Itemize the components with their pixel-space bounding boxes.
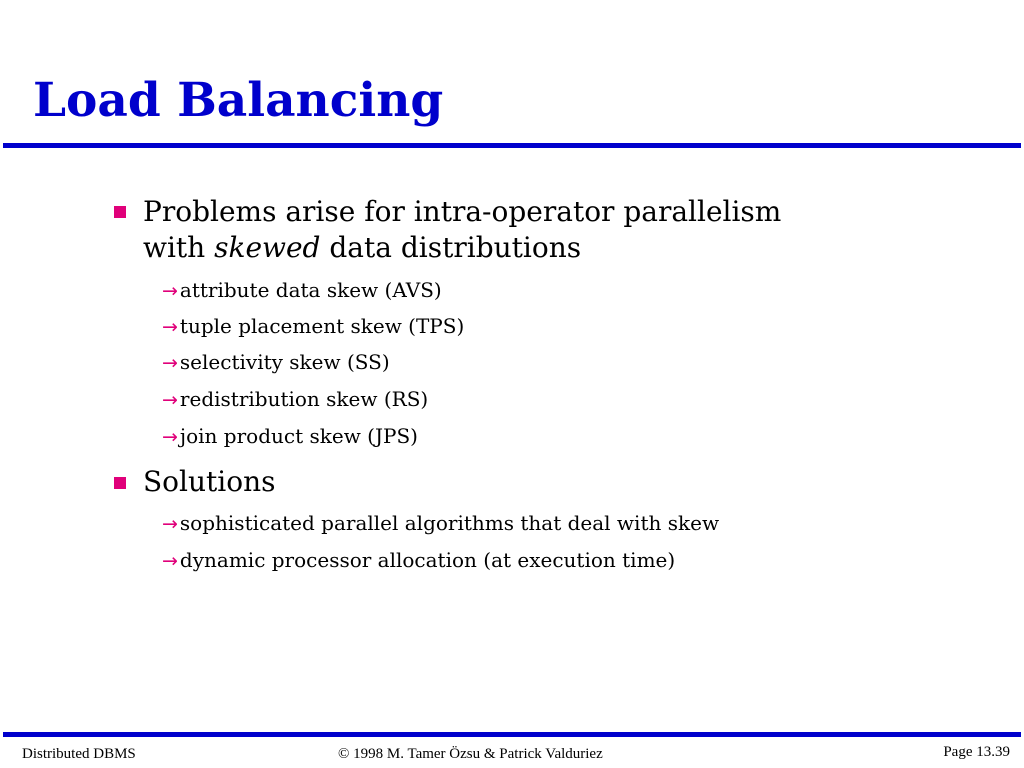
sub-item-label: tuple placement skew (TPS) [179, 314, 465, 338]
sub-item [162, 386, 428, 413]
square-bullet-icon [114, 206, 126, 218]
bullet-text-emphasis: skewed [214, 231, 321, 264]
sub-item [162, 313, 464, 340]
right-arrow-icon: → [162, 513, 178, 535]
right-arrow-icon: → [162, 280, 178, 302]
square-bullet-icon [114, 477, 126, 489]
bullet-text: Solutions [143, 465, 276, 498]
footer-course-name: Distributed DBMS [22, 746, 136, 762]
right-arrow-icon: → [162, 352, 178, 374]
footer-page-number: Page 13.39 [943, 744, 1010, 760]
bullet-text-pre: with [143, 231, 215, 264]
sub-item-label: attribute data skew (AVS) [179, 278, 442, 302]
footer-copyright: © 1998 M. Tamer Özsu & Patrick Valduriez [338, 746, 603, 762]
sub-item [162, 510, 719, 537]
right-arrow-icon: → [162, 389, 178, 411]
sub-item-label: dynamic processor allocation (at execution time) [179, 548, 676, 572]
sub-item [162, 349, 390, 376]
right-arrow-icon: → [162, 316, 178, 338]
sub-item-label: redistribution skew (RS) [179, 387, 429, 411]
right-arrow-icon: → [162, 426, 178, 448]
bullet-text-line-2 [143, 231, 581, 265]
footer-divider [3, 732, 1021, 737]
bullet-text-line-1: Problems arise for intra-operator parallelism [143, 195, 782, 228]
slide-title: Load Balancing [33, 73, 444, 128]
title-divider [3, 143, 1021, 148]
right-arrow-icon: → [162, 550, 178, 572]
bullet-text-post: data distributions [320, 231, 582, 264]
sub-item-label: selectivity skew (SS) [179, 350, 390, 374]
sub-item [162, 423, 418, 450]
sub-item-label: join product skew (JPS) [179, 424, 418, 448]
sub-item [162, 277, 442, 304]
sub-item-label: sophisticated parallel algorithms that deal with skew [179, 511, 720, 535]
sub-item [162, 547, 675, 574]
